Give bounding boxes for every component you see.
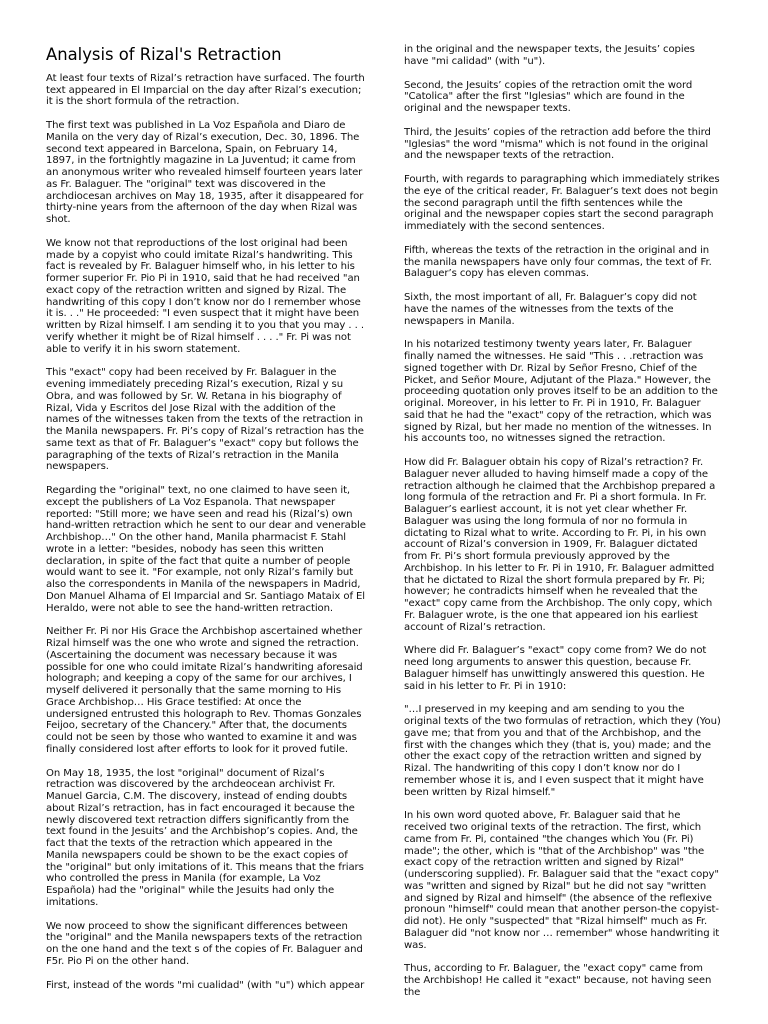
paragraph: Neither Fr. Pi nor His Grace the Archbishop ascertained whether Rizal himself was the one who wrote and signed the retraction. (Ascertaining the document was necessary because it was possible for one who could imitate Rizal’s handwriting aforesaid holograph; and keeping a copy of the same for our archives, I myself delivered it personally that the same morning to His Grace Archbishop… His Grace testified: At once the undersigned entrusted this holograph to Rev. Thomas Gonzales Feijoo, secretary of the Chancery." After that, the documents could not be seen by those who wanted to examine it and was finally considered lost after efforts to look for it proved futile. — [46, 626, 363, 755]
paragraph: Regarding the "original" text, no one claimed to have seen it, except the publishers of La Voz Espanola. That newspaper reported: "Still more; we have seen and read his (Rizal’s) own hand-written retraction which he sent to our dear and venerable Archbishop…" On the other hand, Manila pharmacist F. Stahl wrote in a letter: "besides, nobody has seen this written declaration, in spite of the fact that quite a number of people would want to see it. "For example, not only Rizal’s family but also the correspondents in Manila of the newspapers in Madrid, Don Manuel Alhama of El Imparcial and Sr. Santiago Mataix of El Heraldo, were not able to see the hand-written retraction. — [46, 485, 366, 614]
paragraph: Fourth, with regards to paragraphing which immediately strikes the eye of the critical reader, Fr. Balaguer’s text does not begin the second paragraph until the fifth sentences while the original and the newspaper copies start the second paragraph immediately with the second sentences. — [404, 174, 720, 232]
paragraph: In his notarized testimony twenty years later, Fr. Balaguer finally named the witnesses. He said "This . . .retraction was signed together with Dr. Rizal by Señor Fresno, Chief of the Picket, and Señor Moure, Adjutant of the Plaza." However, the proceeding quotation only proves itself to be an addition to the original. Moreover, in his letter to Fr. Pi in 1910, Fr. Balaguer said that he had the "exact" copy of the retraction, which was signed by Rizal, but her made no mention of the witnesses. In his accounts too, no witnesses signed the retraction. — [404, 339, 718, 445]
paragraph: Thus, according to Fr. Balaguer, the "exact copy" came from the Archbishop! He called it "exact" because, not having seen the — [404, 963, 712, 998]
paragraph: How did Fr. Balaguer obtain his copy of Rizal’s retraction? Fr. Balaguer never alluded to having himself made a copy of the retraction although he claimed that the Archbishop prepared a long formula of the retraction and Fr. Pi a short formula. In Fr. Balaguer’s earliest account, it is not yet clear whether Fr. Balaguer was using the long formula of nor no formula in dictating to Rizal what to write. According to Fr. Pi, in his own account of Rizal’s conversion in 1909, Fr. Balaguer dictated from Fr. Pi’s short formula previously approved by the Archbishop. In his letter to Fr. Pi in 1910, Fr. Balaguer admitted that he dictated to Rizal the short formula prepared by Fr. Pi; however; he contradicts himself when he revealed that the "exact" copy came from the Archbishop. The only copy, which Fr. Balaguer wrote, is the one that appeared ion his earliest account of Rizal’s retraction. — [404, 457, 716, 633]
paragraph: In his own word quoted above, Fr. Balaguer said that he received two original texts of the retraction. The first, which came from Fr. Pi, contained "the changes which You (Fr. Pi) made"; the other, which is "that of the Archbishop" was "the exact copy of the retraction written and signed by Rizal" (underscoring supplied). Fr. Balaguer said that the "exact copy" was "written and signed by Rizal" but he did not say "written and signed by Rizal and himself" (the absence of the reflexive pronoun "himself" could mean that another person-the copyist-did not). He only "suspected" that "Rizal himself" much as Fr. Balaguer did "not know nor … remember" whose handwriting it was. — [404, 810, 720, 951]
paragraph: At least four texts of Rizal’s retraction have surfaced. The fourth text appeared in El Imparcial on the day after Rizal’s execution; it is the short formula of the retraction. — [46, 72, 365, 108]
paragraph: in the original and the newspaper texts, the Jesuits’ copies have "mi calidad" (with "u"). — [404, 44, 695, 67]
paragraph: We know not that reproductions of the lost original had been made by a copyist who could imitate Rizal’s handwriting. This fact is revealed by Fr. Balaguer himself who, in his letter to his former superior Fr. Pio Pi in 1910, said that he had received "an exact copy of the retraction written and signed by Rizal. The handwriting of this copy I don’t know nor do I remember whose it is. . ." He proceeded: "I even suspect that it might have been written by Rizal himself. I am sending it to you that you may . . . verify whether it might be of Rizal himself . . . ." Fr. Pi was not able to verify it in his sworn statement. — [46, 237, 364, 355]
right-column — [404, 44, 722, 1011]
document-title: Analysis of Rizal's Retraction — [46, 45, 282, 64]
paragraph: Third, the Jesuits’ copies of the retraction add before the third "Iglesias" the word "misma" which is not found in the original and the newspaper texts of the retraction. — [404, 126, 711, 162]
paragraph: Sixth, the most important of all, Fr. Balaguer’s copy did not have the names of the witnesses from the texts of the newspapers in Manila. — [404, 292, 697, 327]
paragraph: This "exact" copy had been received by Fr. Balaguer in the evening immediately preceding Rizal’s execution, Rizal y su Obra, and was followed by Sr. W. Retana in his biography of Rizal, Vida y Escritos del Jose Rizal with the addition of the names of the witnesses taken from the texts of the retraction in the Manila newspapers. Fr. Pi’s copy of Rizal’s retraction has the same text as that of Fr. Balaguer’s "exact" copy but follows the paragraphing of the texts of Rizal’s retraction in the Manila newspapers. — [46, 367, 364, 473]
paragraph: The first text was published in La Voz Española and Diaro de Manila on the very day of Rizal’s execution, Dec. 30, 1896. The second text appeared in Barcelona, Spain, on February 14, 1897, in the fortnightly magazine in La Juventud; it came from an anonymous writer who revealed himself fourteen years later as Fr. Balaguer. The "original" text was discovered in the archdiocesan archives on May 18, 1935, after it disappeared for thirty-nine years from the afternoon of the day when Rizal was shot. — [46, 120, 364, 225]
paragraph: Fifth, whereas the texts of the retraction in the original and in the manila newspapers have only four commas, the text of Fr. Balaguer’s copy has eleven commas. — [404, 244, 712, 280]
paragraph: Where did Fr. Balaguer’s "exact" copy come from? We do not need long arguments to answer this question, because Fr. Balaguer himself has unwittingly answered this question. He said in his letter to Fr. Pi in 1910: — [404, 645, 707, 692]
paragraph: First, instead of the words "mi cualidad" (with "u") which appear — [46, 979, 365, 991]
paragraph: We now proceed to show the significant differences between the "original" and the Manila newspapers texts of the retraction on the one hand and the text s of the copies of Fr. Balaguer and F5r. Pio Pi on the other hand. — [46, 920, 363, 967]
paragraph: Second, the Jesuits’ copies of the retraction omit the word "Catolica" after the first "Iglesias" which are found in the original and the newspaper texts. — [404, 79, 693, 114]
left-column — [46, 44, 366, 1003]
paragraph: On May 18, 1935, the lost "original" document of Rizal’s retraction was discovered by the archdeocean archivist Fr. Manuel Garcia, C.M. The discovery, instead of ending doubts about Rizal’s retraction, has in fact encouraged it because the newly discovered text retraction differs significantly from the text found in the Jesuits’ and the Archbishop’s copies. And, the fact that the texts of the retraction which appeared in the Manila newspapers could be shown to be the exact copies of the "original" but only imitations of it. This means that the friars who controlled the press in Manila (for example, La Voz Española) had the "original" while the Jesuits had only the imitations. — [46, 767, 364, 908]
quoted-letter: "…I preserved in my keeping and am sending to you the original texts of the two formulas of retraction, which they (You) gave me; that from you and that of the Archbishop, and the first with the changes which they (that is, you) made; and the other the exact copy of the retraction written and signed by Rizal. The handwriting of this copy I don’t know nor do I remember whose it is, and I even suspect that it might have been written by Rizal himself." — [404, 704, 721, 798]
